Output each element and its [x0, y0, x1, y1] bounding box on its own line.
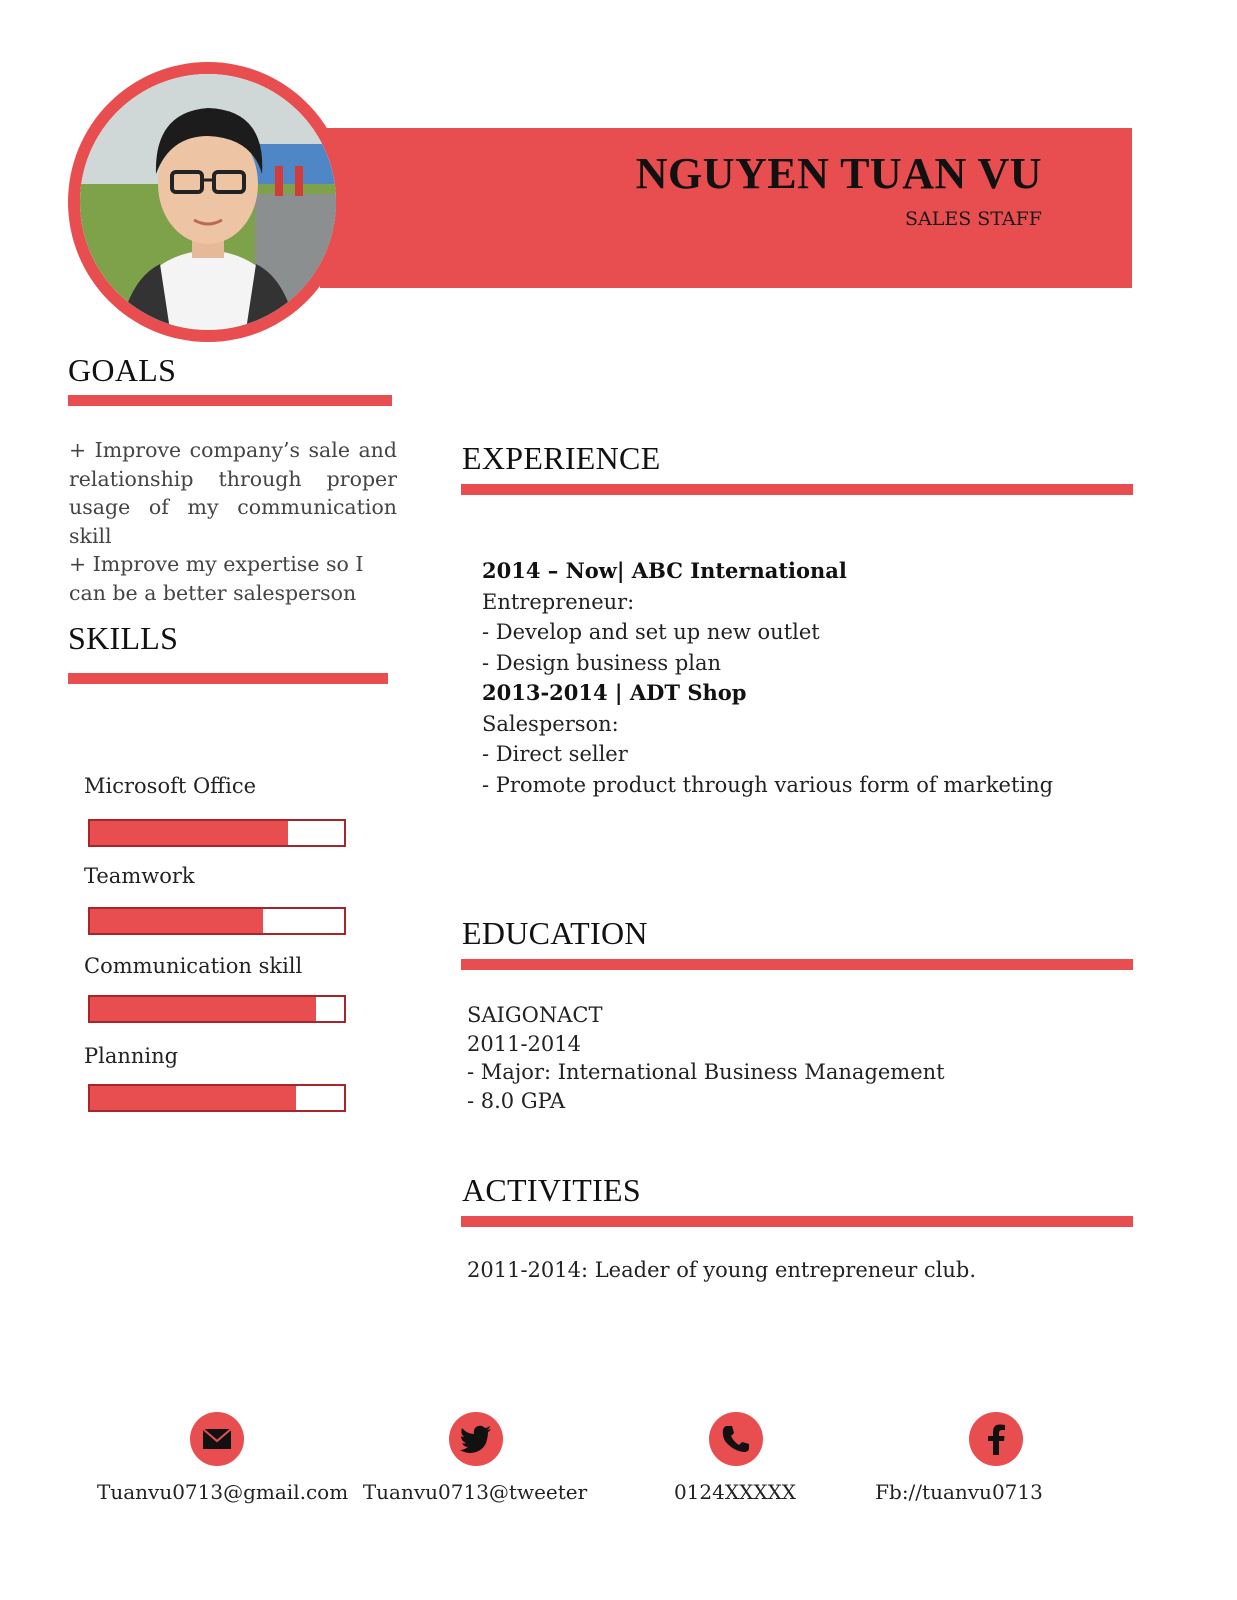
- skills-divider: [68, 673, 388, 684]
- skill-level-fill: [90, 909, 263, 933]
- goals-divider: [68, 395, 392, 406]
- contact-twitter[interactable]: Tuanvu0713@tweeter: [362, 1480, 588, 1504]
- activities-heading: ACTIVITIES: [462, 1172, 641, 1208]
- job-position: Entrepreneur:: [482, 589, 635, 614]
- candidate-name: NGUYEN TUAN VU: [635, 149, 1042, 198]
- education-years: 2011-2014: [467, 1031, 581, 1056]
- activity-item: 2011-2014: Leader of young entrepreneur club.: [467, 1258, 977, 1282]
- experience-heading: EXPERIENCE: [462, 440, 661, 476]
- job-position: Salesperson:: [482, 711, 619, 736]
- skill-level-fill: [90, 997, 316, 1021]
- education-heading: EDUCATION: [462, 915, 648, 951]
- skill-label: Communication skill: [84, 954, 303, 978]
- experience-divider: [461, 484, 1133, 495]
- facebook-icon-glyph: [986, 1423, 1006, 1455]
- education-major: - Major: International Business Management: [467, 1060, 945, 1084]
- twitter-icon[interactable]: [449, 1412, 503, 1466]
- skill-level-bar: [88, 907, 346, 935]
- skill-label: Microsoft Office: [84, 774, 257, 798]
- goal-item: + Improve my expertise so I can be a better salesperson: [69, 552, 364, 605]
- job-task: - Develop and set up new outlet: [482, 620, 820, 644]
- phone-icon-glyph: [721, 1424, 751, 1454]
- facebook-icon[interactable]: [969, 1412, 1023, 1466]
- job-title: 2013-2014 | ADT Shop: [482, 680, 747, 705]
- phone-icon[interactable]: [709, 1412, 763, 1466]
- experience-list: [482, 556, 1122, 800]
- job-task: - Promote product through various form of marketing: [482, 772, 1054, 797]
- email-icon-glyph: [202, 1428, 232, 1450]
- job-task: - Design business plan: [482, 650, 722, 675]
- skill-level-bar: [88, 995, 346, 1023]
- goals-text: [69, 436, 397, 607]
- skill-level-fill: [90, 1086, 296, 1110]
- activities-divider: [461, 1216, 1133, 1227]
- education-gpa: - 8.0 GPA: [467, 1088, 565, 1113]
- school-name: SAIGONACT: [467, 1003, 603, 1027]
- contact-facebook[interactable]: Fb://tuanvu0713: [875, 1480, 1043, 1504]
- contact-email[interactable]: Tuanvu0713@gmail.com: [97, 1480, 349, 1504]
- skill-label: Teamwork: [84, 864, 195, 888]
- contact-phone[interactable]: 0124XXXXX: [673, 1480, 797, 1504]
- profile-photo: [80, 74, 336, 330]
- education-divider: [461, 959, 1133, 970]
- skill-level-bar: [88, 1084, 346, 1112]
- skills-heading: SKILLS: [68, 620, 179, 656]
- goals-heading: GOALS: [68, 352, 177, 388]
- job-title: 2014 – Now| ABC International: [482, 558, 847, 583]
- candidate-role: SALES STAFF: [904, 208, 1042, 230]
- goal-item: + Improve company’s sale and relationship through proper usage of my communication skill: [69, 438, 397, 548]
- profile-photo-illustration: [80, 74, 336, 330]
- job-task: - Direct seller: [482, 742, 628, 766]
- skill-level-fill: [90, 821, 288, 845]
- email-icon[interactable]: [190, 1412, 244, 1466]
- twitter-icon-glyph: [460, 1425, 492, 1453]
- skill-level-bar: [88, 819, 346, 847]
- skill-label: Planning: [84, 1044, 179, 1068]
- education-details: [467, 1001, 945, 1115]
